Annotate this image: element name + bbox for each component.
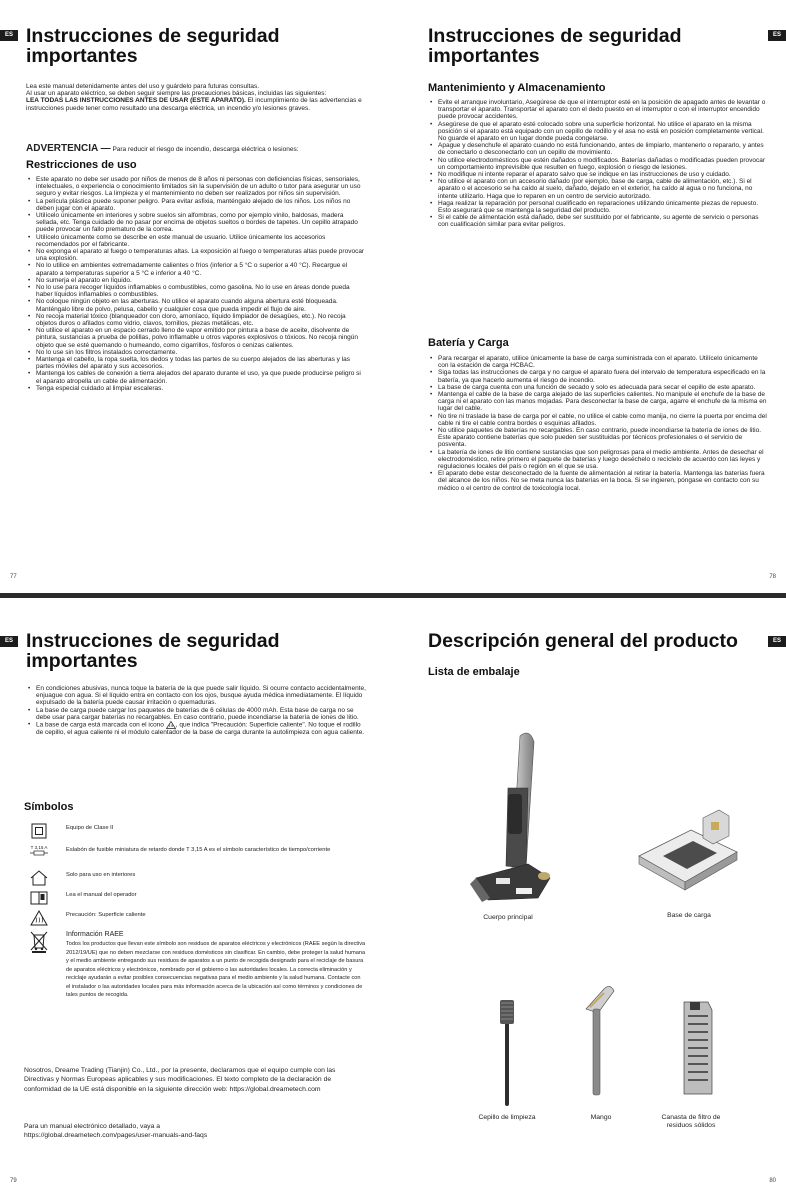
warning-text: Para reducir el riesgo de incendio, descarga eléctrica o lesiones: <box>110 146 299 153</box>
hot-surface-icon <box>30 910 48 926</box>
page-number: 80 <box>769 1178 776 1184</box>
symbol-row <box>30 890 360 910</box>
warning-lead: ADVERTENCIA — <box>26 143 111 154</box>
list-item: • Mantenga los cables de conexión a tierra alejados del aparato durante el uso, ya que puede producirse peligro si el aparato atropella un cable de alimentación. <box>36 370 366 384</box>
list-item: • La película plástica puede suponer peligro. Para evitar asfixia, manténgalo alejado de los niños. Los niños no deben jugar con el aparato. <box>36 198 366 212</box>
page-number: 77 <box>10 574 17 580</box>
symbol-text: Lea el manual del operador <box>66 892 137 898</box>
list-item: • No utilice paquetes de baterías no recargables. En caso contrario, puede incendiarse la batería de iones de litio. Este aparato contiene baterías que solo pueden ser sustituidas por técnicos profesionales o el servicio de posventa. <box>438 427 768 449</box>
item-text-b: , que indica "Precaución: Superficie caliente". No toque el rodillo de cepillo, el agua caliente ni el módulo calentador de la base de carga durante la autolimpieza con agua caliente. <box>36 721 365 737</box>
page-title: Instrucciones de seguridad importantes <box>428 25 682 67</box>
symbol-text: Solo para uso en interiores <box>66 872 136 878</box>
list-item: • No exponga el aparato al fuego o temperaturas altas. La exposición al fuego o temperaturas altas puede provocar una explosión. <box>36 248 366 262</box>
page-80 <box>393 598 786 1196</box>
fuse-label: T 3,15 A <box>30 845 48 850</box>
section-heading-maintenance: Mantenimiento y Almacenamiento <box>428 82 606 94</box>
maintenance-list <box>428 99 768 229</box>
list-item: • Tenga especial cuidado al limpiar escaleras. <box>36 385 366 392</box>
list-item: • Asegúrese de que el aparato esté colocado sobre una superficie horizontal. No utilice el aparato en la misma posición si el aparato está equipado con un cepillo de rodillo y el asa no está en posición completamente vertical. No guarde el aparato en un lugar donde pueda congelarse. <box>438 121 768 143</box>
list-item: • Haga realizar la reparación por personal cualificado en reparaciones utilizando únicamente piezas de repuesto. Esto asegurará que se mantenga la seguridad del producto. <box>438 200 768 214</box>
raee-row <box>30 931 366 1051</box>
page-title: Descripción general del producto <box>428 630 738 652</box>
raee-title: Información RAEE <box>66 931 124 938</box>
restrictions-list <box>26 176 366 392</box>
house-icon <box>30 870 48 886</box>
fuse-icon <box>30 845 48 861</box>
item-text-a: La base de carga está marcada con el icono <box>36 721 166 729</box>
list-item: • No lo use para recoger líquidos inflamables o combustibles, como gasolina. No lo use en áreas donde pueda haber líquidos inflamables o combustibles. <box>36 284 366 298</box>
declaration-text: Nosotros, Dreame Trading (Tianjin) Co., Ltd., por la presente, declaramos que el equipo cumple con las Directivas y Normas Europeas aplicables y sus modificaciones. El texto completo de la declaración de conformidad de la UE está disponible en la siguiente dirección web: https://global.dreametech.com <box>24 1067 336 1093</box>
list-item <box>36 721 366 736</box>
list-item: • Este aparato no debe ser usado por niños de menos de 8 años ni personas con deficiencias físicas, sensoriales, intelectuales, o experiencia o conocimiento limitados sin la supervisión de un adulto o tutor para asegurar un uso seguro y evitar riesgos. La limpieza y el mantenimiento no deben ser realizados por niños sin supervisión. <box>36 176 366 198</box>
page-77 <box>0 0 393 598</box>
warning-line <box>26 138 371 156</box>
symbol-text: Precaución: Superficie caliente <box>66 912 146 918</box>
list-item: • No tire ni traslade la base de carga por el cable, no utilice el cable como manija, no cierre la puerta por encima del cable ni tire el cable contra bordes o esquinas afilados. <box>438 413 768 427</box>
item-caption: Cuerpo principal <box>483 914 533 921</box>
handle-icon <box>578 983 618 1098</box>
list-item: • No modifique ni intente reparar el aparato salvo que se indique en las instrucciones de uso y cuidado. <box>438 171 768 178</box>
item-caption: Base de carga <box>667 912 711 919</box>
battery-safety-list <box>26 685 366 736</box>
list-item: • Apague y desenchufe el aparato cuando no está funcionando, antes de limpiarlo, mantenerlo o repararlo, y antes de conectarlo o desconectarlo con un cepillo de movimiento. <box>438 142 768 156</box>
list-item: • No coloque ningún objeto en las aberturas. No utilice el aparato cuando alguna abertura esté bloqueada. Manténgalo libre de polvo, pelusa, cabello y cualquier cosa que pueda impedir el flujo de aire. <box>36 298 366 312</box>
symbol-row <box>30 910 360 930</box>
list-item: • No sumerja el aparato en líquido. <box>36 277 366 284</box>
section-heading: Restricciones de uso <box>26 159 137 171</box>
manual-link-text: Para un manual electrónico detallado, vaya a https://global.dreametech.com/pages/user-manuals-and-faqs <box>24 1123 208 1140</box>
symbol-text: Equipo de Clase II <box>66 825 114 831</box>
list-item: • No utilice electrodomésticos que estén dañados o modificados. Baterías dañadas o modificadas pueden provocar un comportamiento imprevisible que resulten en fuego, explosión o riesgo de lesiones. <box>438 157 768 171</box>
page-number: 79 <box>10 1178 17 1184</box>
list-item: • Mantenga el cabello, la ropa suelta, los dedos y todas las partes de su cuerpo alejados de las aberturas y las partes móviles del aparato y sus accesorios. <box>36 356 366 370</box>
language-badge: ES <box>0 636 18 647</box>
page-number: 78 <box>769 574 776 580</box>
packing-list-heading: Lista de embalaje <box>428 666 520 678</box>
hot-surface-icon <box>166 721 176 729</box>
language-badge: ES <box>768 30 786 41</box>
list-item: • La base de carga puede cargar los paquetes de baterías de 6 células de 4000 mAh. Esta base de carga no se debe usar para cargar baterías no recargables. En caso contrario, puede incendiarse la batería de iones de litio. <box>36 707 366 721</box>
raee-text: Todos los productos que llevan este símbolo son residuos de aparatos eléctricos y electrónicos (RAEE según la directiva 2012/19/UE) que no deben mezclarse con residuos domésticos sin clasificar. En cambio, debe proteger la salud humana y el medio ambiente entregando sus residuos de aparatos a un punto de recogida designado para el reciclaje de basura de aparatos eléctricos y electrónicos, nombrado por el gobierno o las autoridades locales. La correcta eliminación y reciclaje ayudarán a evitar posibles consecuencias negativas para el medio ambiente y la salud humana. Contacte con el instalador o las autoridades locales para más información acerca de la ubicación así como términos y condiciones de tales puntos de recogida. <box>66 941 366 998</box>
section-heading-battery: Batería y Carga <box>428 337 509 349</box>
list-item: • Mantenga el cable de la base de carga alejado de las superficies calientes. No manipule el enchufe de la base de carga ni el aparato con las manos mojadas. Para desconectar la base de carga, agarre el enchufe de la misma en lugar del cable. <box>438 391 768 413</box>
raee-block <box>66 931 366 1000</box>
list-item: • No utilice el aparato con un accesorio dañado (por ejemplo, base de carga, cable de alimentación, etc.). Si el aparato o el accesorio se ha caído al suelo, dañado, dejado en el exterior, ha caído al agua o no funciona, no intente utilizarlo. Haga que lo reparen en un centro de servicio autorizado. <box>438 178 768 200</box>
list-item: • En condiciones abusivas, nunca toque la batería de la que puede salir líquido. Si ocurre contacto accidentalmente, enjuague con agua. Si el líquido entra en contacto con los ojos, busque ayuda médica inmediatamente. El líquido expulsado de la batería puede causar irritación o quemaduras. <box>36 685 366 707</box>
language-badge: ES <box>768 636 786 647</box>
item-caption: Canasta de filtro de residuos sólidos <box>661 1114 721 1129</box>
list-item: • No utilice el aparato en un espacio cerrado lleno de vapor emitido por pintura a base de aceite, disolvente de pintura, sustancias a prueba de polillas, polvo inflamable u otros vapores explosivos o tóxicos. No recoja ningún objeto que se esté quemando o humeando, como cigarrillos, fósforos o cenizas calientes. <box>36 327 366 349</box>
charging-base-icon <box>633 806 743 896</box>
list-item: • Si el cable de alimentación está dañado, debe ser sustituido por el fabricante, su agente de servicio o personas con cualificación similar para evitar peligros. <box>438 214 768 228</box>
intro-paragraph <box>26 97 368 111</box>
symbol-text: Eslabón de fusible miniatura de retardo donde T 3,15 A es el símbolo característico de tiempo/corriente <box>66 847 331 853</box>
page-title: Instrucciones de seguridad importantes <box>26 630 280 672</box>
symbol-row <box>30 845 360 865</box>
intro-line-2: Al usar un aparato eléctrico, se deben seguir siempre las precauciones básicas, incluidas las siguientes: <box>26 90 327 98</box>
language-badge: ES <box>0 30 18 41</box>
intro-rest: El incumplimiento de las advertencias e instrucciones puede tener como resultado una descarga eléctrica, un incendio y/o lesiones graves. <box>26 97 362 112</box>
list-item: • No lo use sin los filtros instalados correctamente. <box>36 349 366 356</box>
page-79 <box>0 598 393 1196</box>
list-item: • Siga todas las instrucciones de carga y no cargue el aparato fuera del intervalo de temperatura especificado en la batería, ya que hacerlo aumenta el riesgo de incendio. <box>438 369 768 383</box>
item-caption: Cepillo de limpieza <box>478 1114 536 1121</box>
list-item: • El aparato debe estar desconectado de la fuente de alimentación al retirar la batería. Mantenga las baterías fuera del alcance de los niños. No se meta nunca las baterías en la boca. Si se ingieren, póngase en contacto con su médico o el centro de control de toxicología local. <box>438 470 768 492</box>
list-item: • Evite el arranque involuntario, Asegúrese de que el interruptor esté en la posición de apagado antes de levantar o transportar el aparato. Transportar el aparato con el dedo puesto en el interruptor o con el interruptor encendido puede provocar accidentes. <box>438 99 768 121</box>
manual-icon <box>30 890 48 906</box>
battery-list <box>428 355 768 492</box>
symbol-row <box>30 823 360 843</box>
list-item: • No recoja material tóxico (blanqueador con cloro, amoníaco, líquido limpiador de desagües, etc.). No recoja objetos duros o afilados como vidrio, clavos, tornillos, piezas metálicas, etc. <box>36 313 366 327</box>
list-item: • Para recargar el aparato, utilice únicamente la base de carga suministrada con el aparato. Utilícelo únicamente con la estación de carga HCBAC. <box>438 355 768 369</box>
weee-bin-icon <box>30 931 48 953</box>
item-caption: Mango <box>590 1114 612 1121</box>
intro-line-1: Lea este manual detenidamente antes del uso y guárdelo para futuras consultas. <box>26 83 260 90</box>
filter-basket-icon <box>678 998 718 1098</box>
page-title: Instrucciones de seguridad importantes <box>26 25 280 67</box>
list-item: • Utilícelo únicamente como se describe en este manual de usuario. Utilice únicamente los accesorios recomendados por el fabricante. <box>36 234 366 248</box>
cleaning-brush-icon <box>495 998 519 1108</box>
class-ii-icon <box>30 823 48 839</box>
intro-text <box>26 83 368 112</box>
vacuum-body-icon <box>468 728 558 918</box>
symbol-row <box>30 870 360 890</box>
list-item: • No lo utilice en ambientes extremadamente calientes o fríos (inferior a 5 °C o superior a 40 °C). Recargue el aparato a temperaturas superior a 5 °C e inferior a 40 °C. <box>36 262 366 276</box>
list-item: • La base de carga cuenta con una función de secado y solo es adecuada para secar el cepillo de este aparato. <box>438 384 768 391</box>
page-78 <box>393 0 786 598</box>
intro-bold: LEA TODAS LAS INSTRUCCIONES ANTES DE USAR (ESTE APARATO). <box>26 97 246 105</box>
list-item: • La batería de iones de litio contiene sustancias que son peligrosas para el medio ambiente. Antes de desechar el electrodoméstico, retire primero el paquete de baterías y luego deséchelo o recíclelo de acuerdo con las leyes y regulaciones locales del país o región en el que se usa. <box>438 449 768 471</box>
symbols-heading: Símbolos <box>24 801 74 813</box>
list-item: • Utilícelo únicamente en interiores y sobre suelos sin alfombras, como por ejemplo vinilo, baldosas, madera sellada, etc. Tenga cuidado de no pasar por encima de objetos sueltos o bordes de tapetes. Un cepillo atrapado puede provocar un fallo prematuro de la correa. <box>36 212 366 234</box>
